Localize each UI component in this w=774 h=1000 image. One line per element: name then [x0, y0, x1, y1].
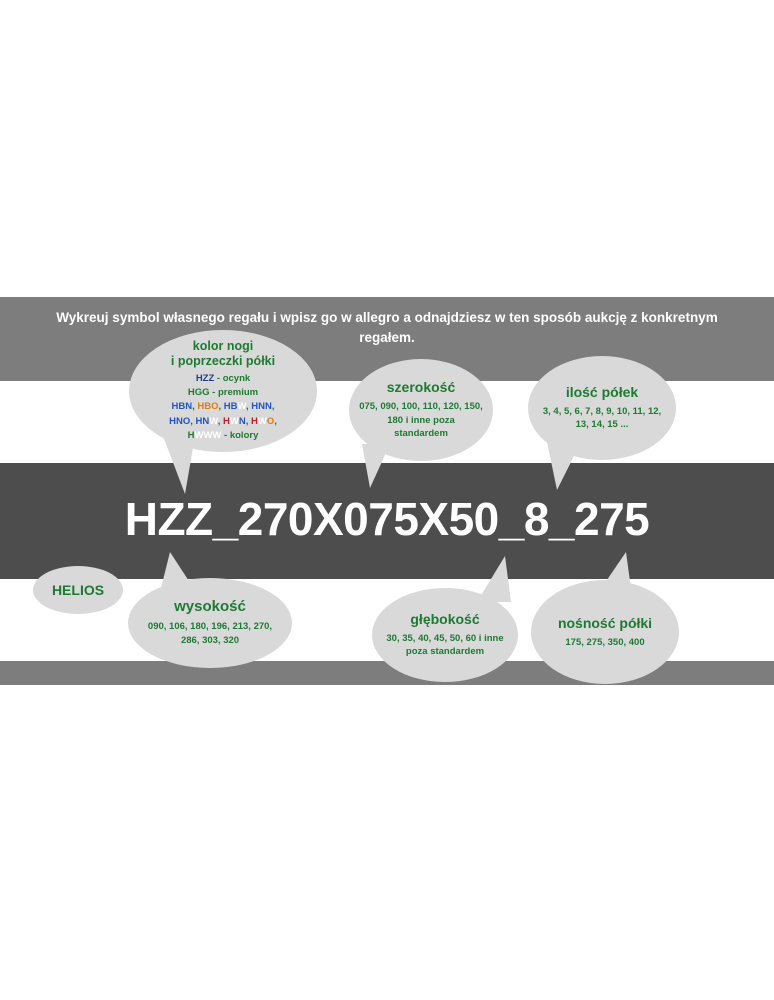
callout-glebokosc-title: głębokość	[410, 610, 480, 627]
callout-szerokosc-title: szerokość	[386, 378, 456, 395]
callout-kolor-nogi-title-line1: kolor nogi	[192, 338, 254, 353]
callout-kolor-nogi-title-line2: i poprzeczki półki	[170, 353, 276, 368]
kolor-code-part: ,	[218, 401, 224, 413]
kolor-code-part: HZZ	[195, 372, 215, 384]
kolor-code-part: HGG - premium	[187, 387, 259, 399]
kolor-code-part: HBO	[197, 401, 219, 413]
callout-ilosc-polek-values: 3, 4, 5, 6, 7, 8, 9, 10, 11, 12, 13, 14, 15 ...	[542, 405, 662, 431]
callout-wysokosc	[128, 578, 292, 668]
kolor-code-part: WWW	[194, 429, 222, 441]
kolor-code-part: O	[266, 415, 275, 427]
callout-szerokosc	[349, 359, 493, 461]
kolor-code-part: W	[209, 415, 218, 427]
kolor-code-part: ,	[271, 401, 275, 413]
kolor-code-part: N	[238, 415, 246, 427]
callout-helios	[33, 566, 123, 614]
kolor-code-line	[169, 372, 277, 386]
kolor-code-part: HB	[223, 401, 238, 413]
kolor-code-part: - ocynk	[214, 372, 251, 384]
kolor-code-part: W	[237, 401, 246, 413]
callout-nosnosc-polki-values: 175, 275, 350, 400	[565, 636, 645, 648]
callout-nosnosc-polki-title: nośność półki	[557, 614, 653, 631]
kolor-code-part: W	[229, 415, 239, 427]
kolor-code-line	[169, 400, 277, 414]
callout-glebokosc-values: 30, 35, 40, 45, 50, 60 i inne poza standardem	[386, 632, 504, 658]
callout-szerokosc-values: 075, 090, 100, 110, 120, 150, 180 i inne poza standardem	[359, 400, 483, 440]
headline-instruction: Wykreuj symbol własnego regału i wpisz go w allegro a odnajdziesz w ten sposób aukcję z konkretnym regałem.	[56, 310, 718, 345]
callout-kolor-nogi	[129, 330, 317, 452]
kolor-code-part: HN	[195, 415, 210, 427]
kolor-code-part: ,	[192, 401, 198, 413]
kolor-code-line	[169, 386, 277, 400]
callout-kolor-nogi-codes	[169, 372, 277, 443]
kolor-code-part: ,	[217, 415, 223, 427]
kolor-code-part: HBN	[171, 401, 193, 413]
kolor-code-part: H	[223, 415, 230, 427]
kolor-code-part: ,	[190, 415, 196, 427]
callout-wysokosc-title: wysokość	[174, 598, 246, 616]
kolor-code-part: HNN	[251, 401, 272, 413]
kolor-code-part: H	[187, 429, 195, 441]
kolor-code-part: ,	[274, 415, 277, 427]
kolor-code-line	[169, 415, 277, 429]
product-code-label: HZZ_270X075X50_8_275	[124, 493, 650, 545]
callout-ilosc-polek-title: ilość półek	[565, 383, 639, 400]
kolor-code-line	[169, 429, 277, 443]
callout-ilosc-polek	[528, 356, 676, 460]
kolor-code-part: HNO	[169, 415, 191, 427]
kolor-code-part: ,	[245, 401, 252, 413]
kolor-code-part: - kolory	[221, 429, 259, 441]
callout-helios-title: HELIOS	[51, 581, 105, 598]
kolor-code-part: W	[257, 415, 267, 427]
kolor-code-part: H	[251, 415, 258, 427]
callout-nosnosc-polki	[531, 580, 679, 684]
kolor-code-part: ,	[245, 415, 251, 427]
callout-glebokosc	[372, 588, 518, 682]
callout-wysokosc-values: 090, 106, 180, 196, 213, 270, 286, 303, 320	[147, 621, 273, 646]
